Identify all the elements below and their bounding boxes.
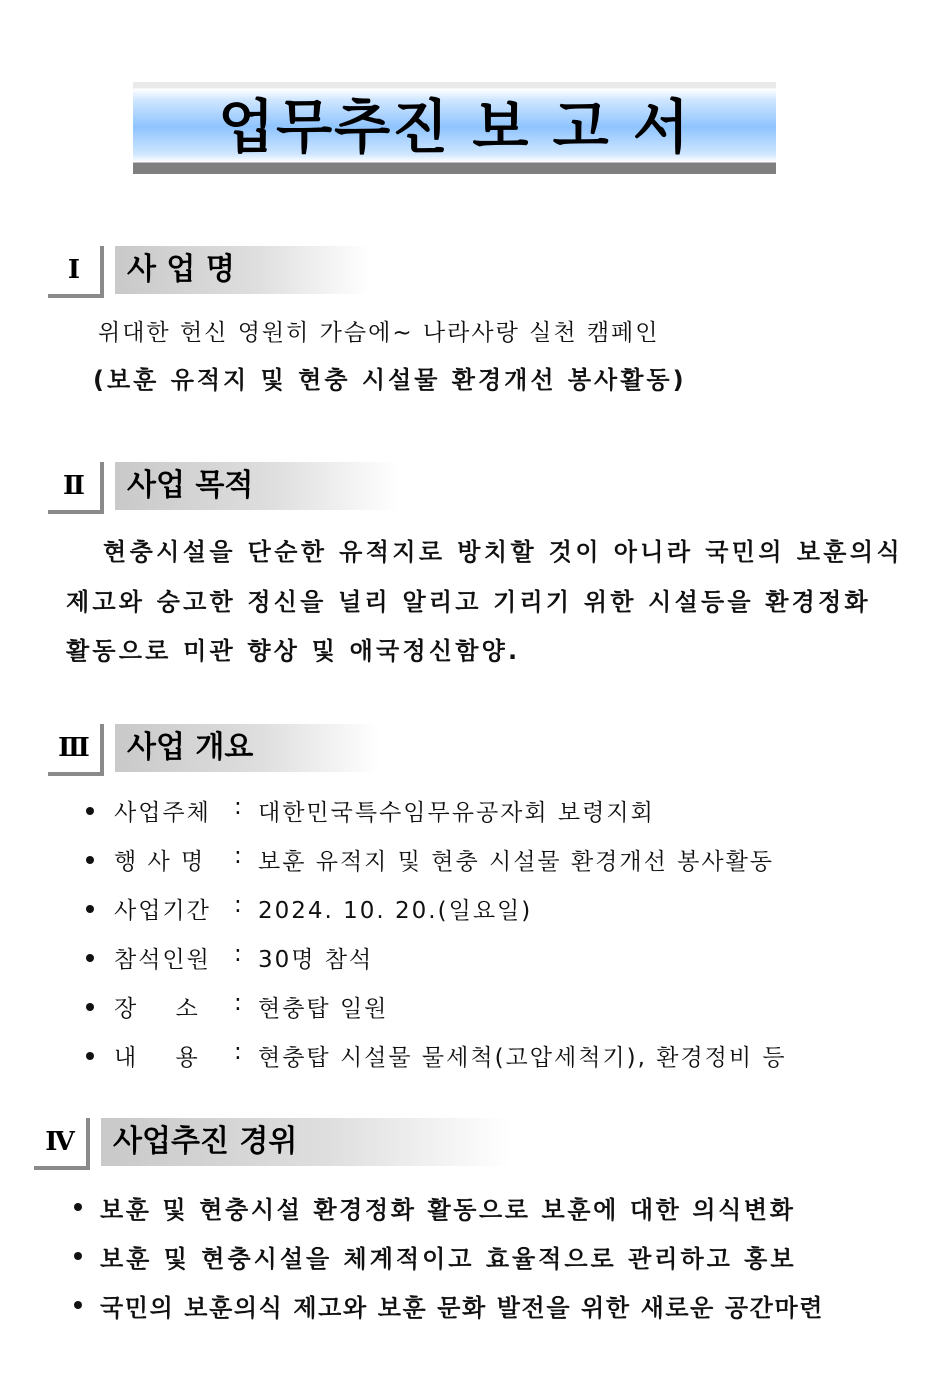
overview-separator: : bbox=[234, 941, 244, 967]
section-1-title: 사 업 명 bbox=[127, 252, 235, 287]
overview-label: 장 소 bbox=[114, 996, 200, 1022]
overview-value: 현충탑 일원 bbox=[258, 996, 389, 1022]
bullet-dot bbox=[74, 1203, 82, 1211]
overview-separator: : bbox=[234, 1039, 244, 1065]
overview-value: 현충탑 시설물 물세척(고압세척기), 환경정비 등 bbox=[258, 1045, 787, 1071]
overview-label: 사업주체 bbox=[114, 800, 211, 826]
bullet-dot bbox=[86, 807, 94, 815]
progress-text: 보훈 및 현충시설을 체계적이고 효율적으로 관리하고 홍보 bbox=[100, 1245, 797, 1273]
overview-separator: : bbox=[234, 892, 244, 918]
bullet-dot bbox=[86, 1003, 94, 1011]
section-2-number: Ⅱ bbox=[48, 462, 104, 514]
bullet-dot bbox=[86, 1052, 94, 1060]
section-4-number: Ⅳ bbox=[34, 1118, 90, 1170]
purpose-line-2: 제고와 숭고한 정신을 널리 알리고 기리기 위한 시설등을 환경정화 bbox=[66, 588, 871, 616]
section-2-title: 사업 목적 bbox=[127, 468, 254, 503]
document-title: 업무추진 보 고 서 bbox=[218, 93, 691, 161]
bullet-dot bbox=[86, 954, 94, 962]
overview-value: 30명 참석 bbox=[258, 947, 374, 973]
overview-value: 대한민국특수임무유공자회 보령지회 bbox=[258, 800, 655, 826]
project-name-line1: 위대한 헌신 영원히 가슴에~ 나라사랑 실천 캠페인 bbox=[98, 320, 660, 346]
section-3-header bbox=[115, 724, 380, 772]
bullet-dot bbox=[86, 856, 94, 864]
overview-label: 사업기간 bbox=[114, 898, 211, 924]
section-2-header bbox=[115, 462, 400, 510]
overview-label: 행 사 명 bbox=[114, 849, 206, 875]
bullet-dot bbox=[74, 1252, 82, 1260]
overview-value: 보훈 유적지 및 현충 시설물 환경개선 봉사활동 bbox=[258, 849, 775, 875]
project-name-line2: (보훈 유적지 및 현충 시설물 환경개선 봉사활동) bbox=[93, 366, 687, 394]
overview-label: 참석인원 bbox=[114, 947, 211, 973]
purpose-line-1: 현충시설을 단순한 유적지로 방치할 것이 아니라 국민의 보훈의식 bbox=[103, 538, 904, 566]
overview-separator: : bbox=[234, 843, 244, 869]
section-4-title: 사업추진 경위 bbox=[113, 1124, 298, 1159]
overview-value: 2024. 10. 20.(일요일) bbox=[258, 898, 533, 924]
section-1-number: Ⅰ bbox=[48, 246, 104, 298]
overview-separator: : bbox=[234, 794, 244, 820]
section-1-header bbox=[115, 246, 370, 294]
purpose-line-3: 활동으로 미관 향상 및 애국정신함양. bbox=[66, 637, 521, 665]
section-3-number: Ⅲ bbox=[48, 724, 104, 776]
title-banner bbox=[133, 82, 776, 174]
bullet-dot bbox=[74, 1301, 82, 1309]
section-3-title: 사업 개요 bbox=[127, 730, 254, 765]
progress-text: 국민의 보훈의식 제고와 보훈 문화 발전을 위한 새로운 공간마련 bbox=[100, 1294, 825, 1322]
bullet-dot bbox=[86, 905, 94, 913]
overview-separator: : bbox=[234, 990, 244, 1016]
progress-text: 보훈 및 현충시설 환경정화 활동으로 보훈에 대한 의식변화 bbox=[100, 1196, 796, 1224]
section-4-header bbox=[101, 1118, 511, 1166]
overview-label: 내 용 bbox=[114, 1045, 200, 1071]
